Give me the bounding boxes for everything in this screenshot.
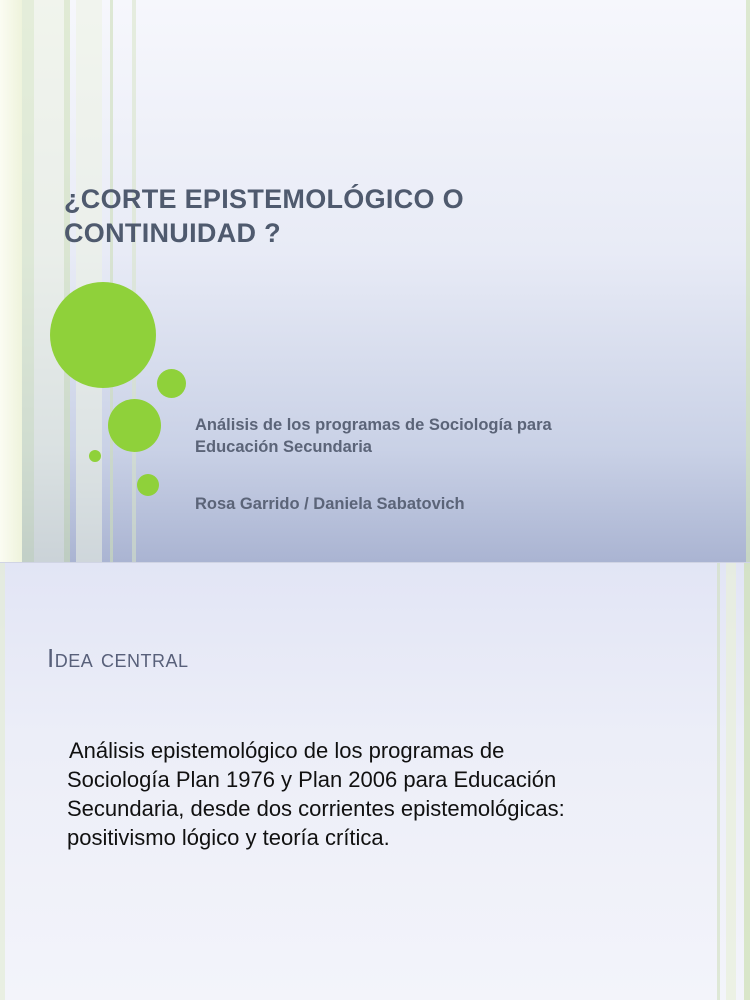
decorative-stripe xyxy=(34,0,64,562)
decorative-stripe xyxy=(64,0,70,562)
body-paragraph xyxy=(67,736,697,852)
decorative-stripe xyxy=(0,563,5,1000)
body-line: Sociología Plan 1976 y Plan 2006 para Educación xyxy=(67,767,557,792)
decorative-stripe xyxy=(726,563,736,1000)
decorative-circle xyxy=(137,474,159,496)
slide-subtitle-line: Análisis de los programas de Sociología para xyxy=(195,416,552,434)
decorative-stripe xyxy=(744,563,750,1000)
section-heading: Idea central xyxy=(47,643,189,673)
decorative-stripe xyxy=(110,0,113,562)
slide-title xyxy=(64,182,464,250)
slide-subtitle xyxy=(195,414,715,458)
slide-title-line: ¿CORTE EPISTEMOLÓGICO O xyxy=(64,184,464,214)
decorative-stripe xyxy=(132,0,136,562)
decorative-stripe xyxy=(0,0,22,562)
decorative-circle xyxy=(157,369,186,398)
decorative-circle-large xyxy=(50,282,156,388)
body-line: Análisis epistemológico de los programas de xyxy=(69,738,505,763)
decorative-stripe xyxy=(746,0,750,562)
decorative-circle xyxy=(108,399,161,452)
body-line: Secundaria, desde dos corrientes epistemológicas: xyxy=(67,796,565,821)
decorative-stripe xyxy=(76,0,102,562)
slide-title-line: CONTINUIDAD ? xyxy=(64,218,281,248)
decorative-stripe xyxy=(22,0,34,562)
authors: Rosa Garrido / Daniela Sabatovich xyxy=(195,495,465,513)
decorative-circle-small xyxy=(89,450,101,462)
body-line: positivismo lógico y teoría crítica. xyxy=(67,825,390,850)
decorative-stripe xyxy=(717,563,720,1000)
slide-subtitle-line: Educación Secundaria xyxy=(195,438,372,456)
